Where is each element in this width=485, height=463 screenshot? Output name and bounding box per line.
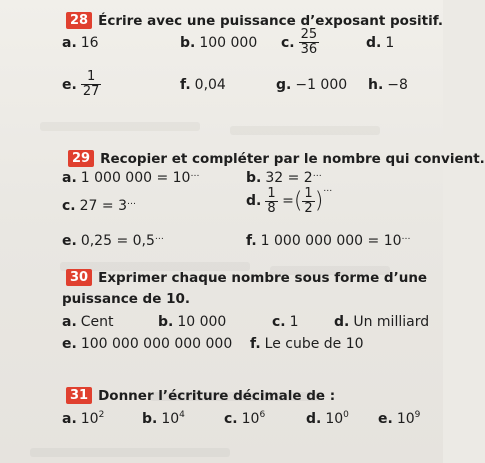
fraction: $\frac{1}{27}$ <box>82 69 100 99</box>
item-d: d. $10^0$ <box>306 410 349 427</box>
exercise-30 <box>0 267 443 367</box>
item-d: d. 1 <box>366 35 395 51</box>
item-g: g. −1 000 <box>276 77 348 93</box>
item-a: a. Cent <box>62 314 114 330</box>
exercise-number: 31 <box>66 387 92 404</box>
item-b: b. 32 = 2… <box>246 169 322 186</box>
exercise-statement: Recopier et compléter par le nombre qui convient. <box>100 151 485 167</box>
item-e: e. 100 000 000 000 000 <box>62 336 233 352</box>
fraction: $\frac{1}{2}$ <box>304 185 313 216</box>
item-c: c. $\frac{25}{36}$ <box>281 27 318 57</box>
item-c: c. 1 <box>272 314 299 330</box>
item-a: a. $10^2$ <box>62 410 105 427</box>
fraction: $\frac{1}{8}$ <box>267 185 276 216</box>
exercise-statement: Écrire avec une puissance d’exposant positif. <box>98 13 443 29</box>
item-a: a. 1 000 000 = 10… <box>62 169 200 186</box>
item-c: c. $10^6$ <box>224 410 266 427</box>
item-f: f. Le cube de 10 <box>250 336 364 352</box>
exercise-number: 30 <box>66 269 92 286</box>
item-b: b. 10 000 <box>158 314 227 330</box>
item-c: c. 27 = 3… <box>62 197 136 214</box>
fraction: $\frac{25}{36}$ <box>300 27 318 57</box>
item-a: a. 16 <box>62 35 99 51</box>
exercise-28 <box>0 10 443 130</box>
item-b: b. $10^4$ <box>142 410 185 427</box>
item-e: e. 0,25 = 0,5… <box>62 232 164 249</box>
exercise-number: 29 <box>68 150 94 167</box>
item-d: d. Un milliard <box>334 314 430 330</box>
item-e: e. $\frac{1}{27}$ <box>62 69 100 99</box>
item-f: f. 1 000 000 000 = 10… <box>246 232 411 249</box>
exercise-statement: Donner l’écriture décimale de : <box>98 388 336 404</box>
exercise-29 <box>0 148 485 268</box>
exercise-statement: Exprimer chaque nombre sous forme d’une <box>98 270 428 286</box>
exercise-statement-continued: puissance de 10. <box>62 291 190 307</box>
exercise-number: 28 <box>66 12 92 29</box>
item-e: e. $10^9$ <box>378 410 421 427</box>
item-b: b. 100 000 <box>180 35 258 51</box>
exercise-31 <box>0 385 443 445</box>
item-d: d. $\frac{1}{8}$ =( $\frac{1}{2}$ )… <box>246 184 333 216</box>
item-h: h. −8 <box>368 77 408 93</box>
item-f: f. 0,04 <box>180 77 226 93</box>
